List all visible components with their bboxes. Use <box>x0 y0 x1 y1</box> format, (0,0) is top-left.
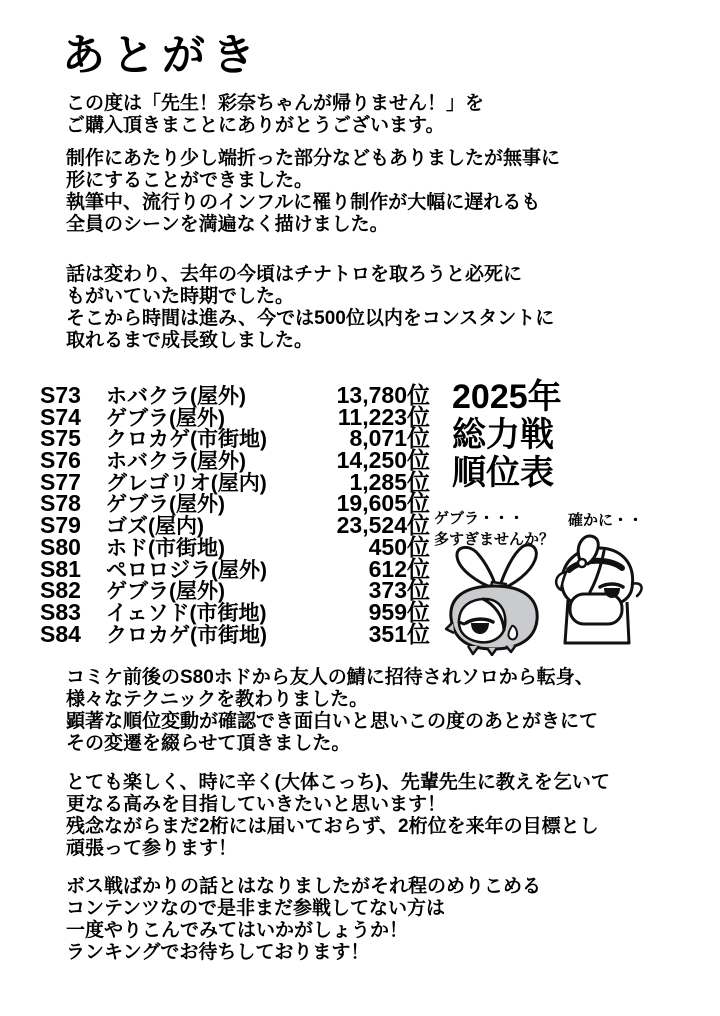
boss-cell: クロカゲ(市街地) <box>106 623 267 647</box>
paragraph-thanks <box>66 93 484 137</box>
boss-cell: ホバクラ(屋外) <box>106 385 246 408</box>
text-line: コミケ前後のS80ホドから友人の鯖に招待されソロから転身、 <box>66 667 594 688</box>
boss-cell: クロカゲ(市街地) <box>106 428 267 452</box>
rank-cell: 19,605位 <box>336 490 430 517</box>
ranking-row <box>40 377 430 408</box>
text-line: コンテンツなので是非まだ参戦してない方は <box>66 898 446 919</box>
season-cell: S78 <box>40 490 81 517</box>
rank-cell: 1,285位 <box>349 468 430 495</box>
rank-cell: 13,780位 <box>336 382 430 408</box>
rank-cell: 23,524位 <box>336 512 430 539</box>
text-line: 全員のシーンを満遍なく描けました。 <box>66 214 389 235</box>
text-line: 様々なテクニックを教わりました。 <box>66 689 369 710</box>
boss-cell: ゲブラ(屋外) <box>106 406 225 430</box>
ranking-table <box>40 377 430 647</box>
heading-line: 2025年 <box>452 378 562 416</box>
text-line: 取れるまで成長致しました。 <box>66 330 314 351</box>
rank-cell: 450位 <box>368 533 430 560</box>
speech-right <box>568 510 643 531</box>
rank-cell: 8,071位 <box>349 425 430 452</box>
text-line: その変遷を綴らせて頂きました。 <box>66 733 351 754</box>
paragraph-goal <box>66 772 610 860</box>
text-line: 話は変わり、去年の今頃はチナトロを取ろうと必死に <box>66 264 523 285</box>
text-line: ご購入頂きまことにありがとうございます。 <box>66 115 445 136</box>
text-line: ランキングでお待ちしております！ <box>66 942 370 963</box>
boss-cell: ゲブラ(屋外) <box>106 580 225 604</box>
text-line: 顕著な順位変動が確認でき面白いと思いこの度のあとがきにて <box>66 711 599 732</box>
rank-cell: 11,223位 <box>337 403 430 430</box>
text-line: 更なる高みを目指していきたいと思います！ <box>66 794 447 815</box>
season-cell: S81 <box>40 555 81 582</box>
text-line: そこから時間は進み、今では500位以内をコンスタントに <box>66 308 555 329</box>
text-line: 頑張って参ります！ <box>66 838 238 859</box>
season-cell: S74 <box>40 403 81 430</box>
rank-cell: 14,250位 <box>336 447 430 474</box>
paragraph-server <box>66 667 598 755</box>
boss-cell: ホバクラ(屋外) <box>106 450 246 474</box>
text-line: ボス戦ばかりの話とはなりましたがそれ程のめりこめる <box>66 876 542 897</box>
text-line: 残念ながらまだ2桁には届いておらず、2桁位を来年の目標とし <box>66 816 599 837</box>
season-cell: S84 <box>40 620 81 647</box>
paragraph-invite <box>66 876 541 964</box>
season-cell: S80 <box>40 533 81 560</box>
ribbon-girl-doodle <box>442 542 548 656</box>
rank-cell: 959位 <box>368 598 430 625</box>
text-line: 一度やりこんでみてはいかがしょうか！ <box>66 920 409 941</box>
boss-cell: ホド(市街地) <box>106 536 225 560</box>
paragraph-production <box>66 148 560 236</box>
heading-line: 総力戦 <box>452 416 554 454</box>
season-cell: S75 <box>40 425 81 452</box>
text-line: 確かに・・ <box>568 512 644 529</box>
text-line: もがいていた時期でした。 <box>66 286 295 307</box>
boss-cell: ゲブラ(屋外) <box>106 493 225 517</box>
page-title: あとがき <box>62 32 262 80</box>
rank-cell: 373位 <box>368 577 430 604</box>
season-cell: S73 <box>40 382 81 408</box>
boss-cell: ペロロジラ(屋外) <box>106 558 267 582</box>
text-line: この度は「先生！彩奈ちゃんが帰りません！」を <box>66 93 485 114</box>
sweat-drop-icon <box>508 626 517 640</box>
boss-cell: グレゴリオ(屋内) <box>106 471 267 495</box>
text-line: とても楽しく、時に辛く(大体こっち)、先輩先生に教えを乞いて <box>66 772 610 793</box>
text-line: 多すぎませんか？ <box>434 531 555 548</box>
text-line: ゲブラ・・・ <box>434 510 525 527</box>
ranking-heading <box>452 378 562 492</box>
season-cell: S83 <box>40 598 81 625</box>
season-cell: S82 <box>40 577 81 604</box>
rank-cell: 351位 <box>368 620 430 647</box>
boss-cell: ゴズ(屋内) <box>106 515 204 539</box>
season-cell: S76 <box>40 447 81 474</box>
ponytail-girl-doodle <box>552 534 648 648</box>
season-cell: S79 <box>40 512 81 539</box>
boss-cell: イェソド(市街地) <box>106 601 267 625</box>
text-line: 制作にあたり少し端折った部分などもありましたが無事に <box>66 148 561 169</box>
paragraph-growth <box>66 264 554 352</box>
season-cell: S77 <box>40 468 81 495</box>
mask <box>570 594 622 624</box>
text-line: 執筆中、流行りのインフルに罹り制作が大幅に遅れるも <box>66 192 541 213</box>
rank-cell: 612位 <box>368 555 430 582</box>
heading-line: 順位表 <box>452 454 554 492</box>
text-line: 形にすることができました。 <box>66 170 314 191</box>
